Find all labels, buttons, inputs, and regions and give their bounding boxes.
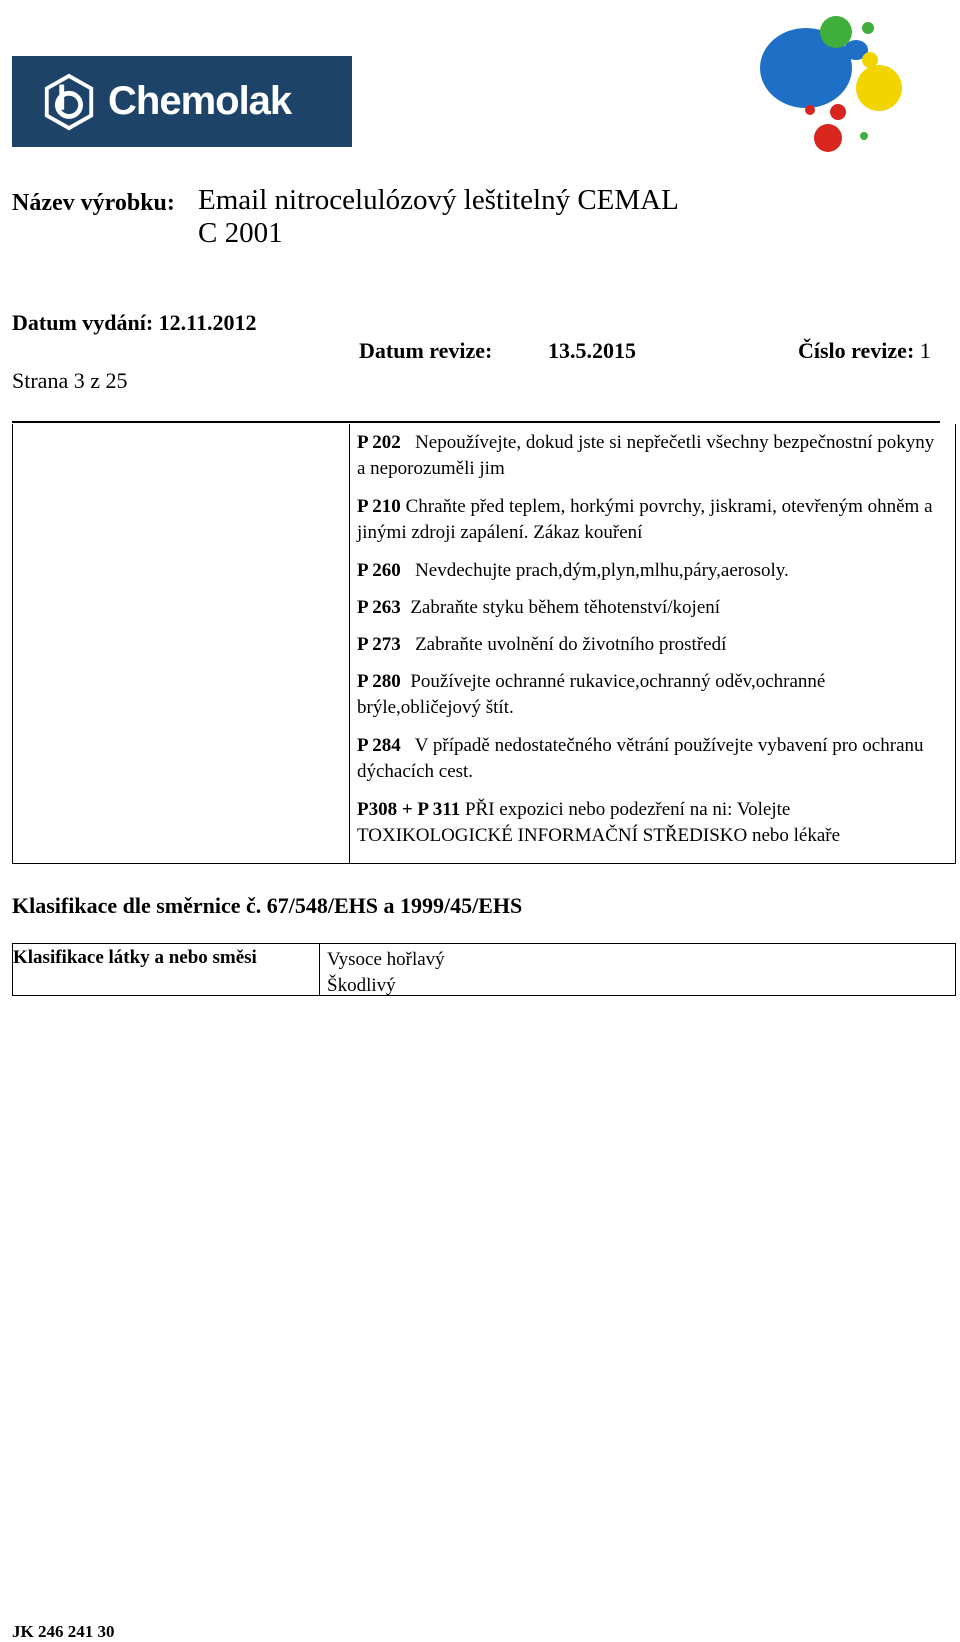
classification-table [12, 943, 956, 996]
revision-number-value: 1 [919, 338, 931, 363]
company-logo [12, 56, 352, 147]
statement-code: P 273 [357, 634, 401, 655]
product-name-line1: Email nitrocelulózový leštitelný CEMAL [198, 184, 679, 216]
statement-text: Zabraňte styku během těhotenství/kojení [410, 597, 721, 618]
statement-p308-p311 [357, 797, 947, 849]
statement-text: Nevdechujte prach,dým,plyn,mlhu,páry,aerosoly. [415, 560, 789, 581]
classification-value-line1: Vysoce hořlavý [327, 949, 445, 970]
statement-text: Zabraňte uvolnění do životního prostředí [415, 634, 727, 655]
classification-title: Klasifikace dle směrnice č. 67/548/EHS a 1999/45/EHS [12, 893, 523, 918]
product-name-line2: C 2001 [198, 217, 283, 249]
statement-text: Používejte ochranné rukavice,ochranný oděv,ochranné brýle,obličejový štít. [357, 671, 826, 718]
statement-code: P 284 [357, 735, 401, 756]
product-name [198, 184, 679, 250]
statement-code: P 263 [357, 597, 401, 618]
footer-code: JK 246 241 30 [12, 1622, 115, 1641]
page-number: Strana 3 z 25 [12, 368, 128, 393]
precaution-statements-list [357, 430, 947, 861]
chemolak-emblem-icon [40, 73, 98, 131]
statement-code: P 280 [357, 671, 401, 692]
statement-p273 [357, 632, 947, 658]
classification-values [327, 947, 445, 999]
statement-p263 [357, 595, 947, 621]
classification-value-line2: Škodlivý [327, 975, 396, 996]
revision-label: Datum revize: [359, 338, 493, 363]
statement-code: P 202 [357, 432, 401, 453]
table-column-divider [319, 944, 320, 995]
revision-number-label: Číslo revize: [798, 338, 915, 363]
revision-number [798, 338, 931, 364]
product-label: Název výrobku: [12, 190, 175, 216]
issue-date: Datum vydání: 12.11.2012 [12, 310, 257, 335]
table-column-divider [349, 424, 350, 863]
revision-date: 13.5.2015 [548, 338, 636, 363]
statement-code: P308 + P 311 [357, 799, 461, 820]
statement-text: PŘI expozici nebo podezření na ni: Volejte TOXIKOLOGICKÉ INFORMAČNÍ STŘEDISKO nebo lékaře [357, 799, 841, 846]
statement-code: P 260 [357, 560, 401, 581]
logo-text: Chemolak [108, 79, 292, 123]
color-splash-decoration [736, 10, 926, 160]
precaution-statements-table [12, 424, 956, 864]
statement-p202 [357, 430, 947, 482]
statement-code: P 210 [357, 496, 401, 517]
statement-text: V případě nedostatečného větrání používejte vybavení pro ochranu dýchacích cest. [357, 735, 924, 782]
statement-text: Chraňte před teplem, horkými povrchy, jiskrami, otevřeným ohněm a jinými zdroji zapálení. Zákaz kouření [357, 496, 933, 543]
statement-p284 [357, 733, 947, 785]
classification-label: Klasifikace látky a nebo směsi [13, 947, 257, 968]
statement-text: Nepoužívejte, dokud jste si nepřečetli všechny bezpečnostní pokyny a neporozuměli jim [357, 432, 935, 479]
header-divider [12, 421, 940, 423]
statement-p280 [357, 669, 947, 721]
statement-p260 [357, 558, 947, 584]
statement-p210 [357, 494, 947, 546]
